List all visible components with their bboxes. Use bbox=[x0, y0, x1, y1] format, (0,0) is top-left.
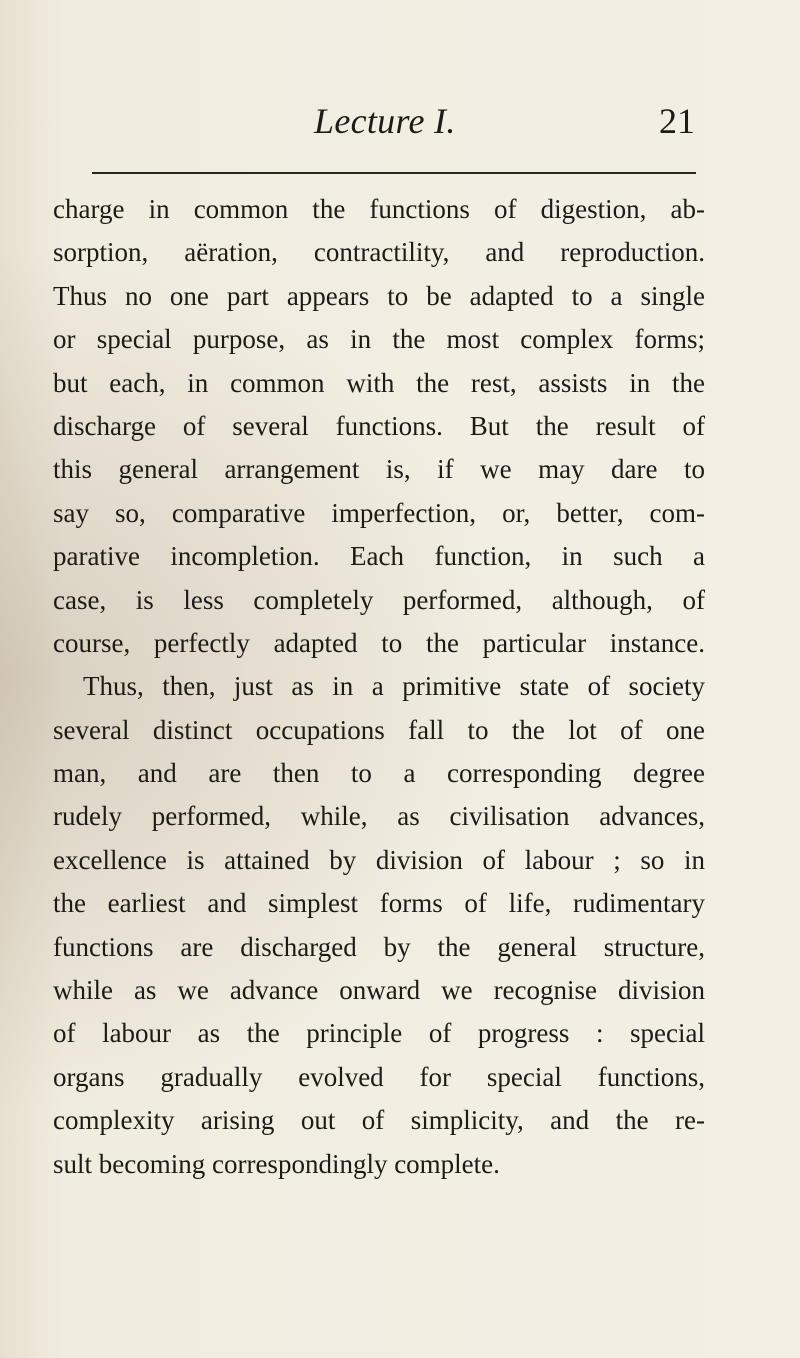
text-line: man, and are then to a corresponding degree bbox=[53, 758, 705, 789]
text-line: course, perfectly adapted to the particular instance. bbox=[53, 627, 705, 658]
text-line: say so, comparative imperfection, or, better, com- bbox=[53, 497, 705, 528]
text-line: but each, in common with the rest, assists in the bbox=[53, 367, 705, 398]
text-line: functions are discharged by the general structure, bbox=[53, 931, 705, 962]
text-line: several distinct occupations fall to the lot of one bbox=[53, 714, 705, 745]
text-line: or special purpose, as in the most complex forms; bbox=[53, 324, 705, 355]
running-title: Lecture I. bbox=[314, 101, 456, 141]
header-rule bbox=[92, 172, 696, 174]
text-line: parative incompletion. Each function, in such a bbox=[53, 541, 705, 572]
text-line: complexity arising out of simplicity, and the re- bbox=[53, 1105, 705, 1136]
paragraph-end-line: sult becoming correspondingly complete. bbox=[53, 1148, 500, 1179]
paragraph-start-line: Thus, then, just as in a primitive state of society bbox=[83, 671, 705, 702]
text-line: rudely performed, while, as civilisation advances, bbox=[53, 801, 705, 832]
text-line: case, is less completely performed, although, of bbox=[53, 584, 705, 615]
text-line: charge in common the functions of digestion, ab- bbox=[53, 194, 705, 224]
text-line: Thus no one part appears to be adapted to a single bbox=[53, 280, 705, 311]
text-line: while as we advance onward we recognise division bbox=[53, 975, 705, 1006]
text-line: excellence is attained by division of labour ; so in bbox=[53, 844, 705, 875]
body-text bbox=[53, 188, 705, 1186]
text-line: this general arrangement is, if we may dare to bbox=[53, 454, 705, 485]
text-line: the earliest and simplest forms of life, rudimentary bbox=[53, 888, 705, 919]
page-number: 21 bbox=[659, 101, 695, 141]
text-line: of labour as the principle of progress : special bbox=[53, 1018, 705, 1049]
text-line: sorption, aëration, contractility, and reproduction. bbox=[53, 237, 705, 268]
text-line: organs gradually evolved for special functions, bbox=[53, 1061, 705, 1092]
text-line: discharge of several functions. But the result of bbox=[53, 410, 705, 441]
page-header bbox=[90, 100, 695, 160]
